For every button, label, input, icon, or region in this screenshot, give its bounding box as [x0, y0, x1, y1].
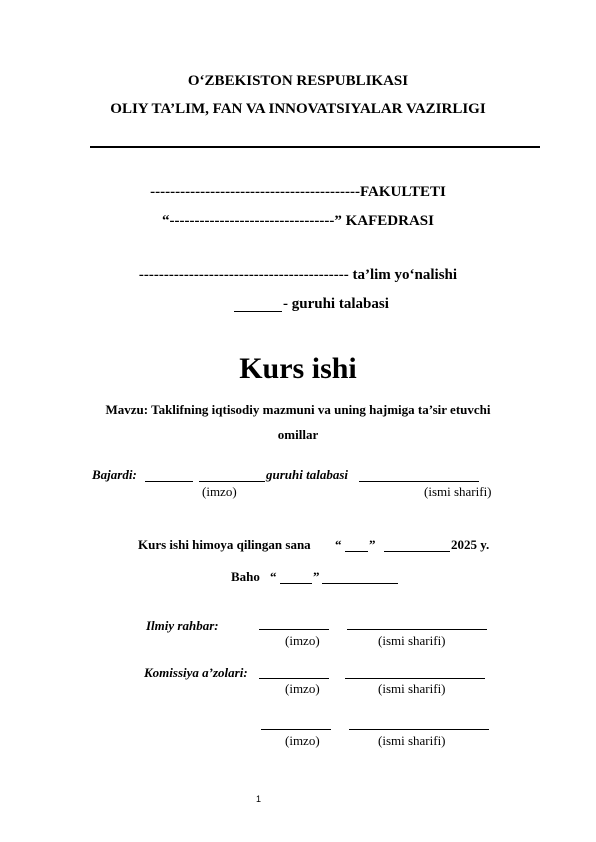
- topic-line-1: Mavzu: Taklifning iqtisodiy mazmuni va uning hajmiga ta’sir etuvchi: [105, 402, 491, 417]
- supervisor-sign-caption: (imzo): [285, 633, 320, 648]
- performer-group-label: guruhi talabasi: [266, 467, 349, 482]
- supervisor-sign-blank: [259, 629, 329, 630]
- direction-line: ------------------------------------------ ta’lim yo‘nalishi: [138, 267, 458, 283]
- performer-sign-blank: [199, 481, 265, 482]
- defense-open-quote: “: [335, 537, 342, 552]
- performer-name-caption: (ismi sharifi): [424, 484, 492, 499]
- header-rule: [90, 146, 540, 148]
- defense-day-blank: [345, 551, 368, 552]
- performer-group-blank: [145, 481, 193, 482]
- grade-open-quote: “: [270, 569, 277, 584]
- performer-sign-caption: (imzo): [202, 484, 237, 499]
- performer-name-blank: [359, 481, 479, 482]
- defense-month-blank: [384, 551, 450, 552]
- group-number-blank: [234, 311, 282, 312]
- department-line: “---------------------------------” KAFEDRASI: [162, 213, 434, 229]
- commission-sign-caption-1: (imzo): [285, 681, 320, 696]
- grade-close-quote: ”: [313, 569, 320, 584]
- defense-date-label: Kurs ishi himoya qilingan sana: [138, 537, 311, 552]
- ministry-name: OLIY TA’LIM, FAN VA INNOVATSIYALAR VAZIRLIGI: [110, 101, 486, 117]
- defense-close-quote: ”: [369, 537, 376, 552]
- defense-year: 2025 y.: [451, 537, 490, 552]
- commission-name-blank-2: [349, 729, 489, 730]
- page-number: 1: [256, 794, 262, 804]
- supervisor-name-caption: (ismi sharifi): [378, 633, 446, 648]
- commission-sign-blank-2: [261, 729, 331, 730]
- ministry-country: O‘ZBEKISTON RESPUBLIKASI: [187, 73, 409, 89]
- grade-words-blank: [322, 583, 398, 584]
- group-label: - guruhi talabasi: [283, 296, 389, 312]
- grade-value-blank: [280, 583, 312, 584]
- topic-line-2: omillar: [277, 427, 319, 442]
- commission-label: Komissiya a’zolari:: [144, 665, 248, 680]
- supervisor-label: Ilmiy rahbar:: [146, 618, 219, 633]
- supervisor-name-blank: [347, 629, 487, 630]
- grade-label: Baho: [231, 569, 260, 584]
- commission-sign-caption-2: (imzo): [285, 733, 320, 748]
- document-title: Kurs ishi: [239, 352, 357, 385]
- commission-name-blank-1: [345, 678, 485, 679]
- faculty-line: ------------------------------------------FAKULTETI: [150, 184, 446, 200]
- commission-sign-blank-1: [259, 678, 329, 679]
- commission-name-caption-2: (ismi sharifi): [378, 733, 446, 748]
- commission-name-caption-1: (ismi sharifi): [378, 681, 446, 696]
- performer-label: Bajardi:: [92, 467, 137, 482]
